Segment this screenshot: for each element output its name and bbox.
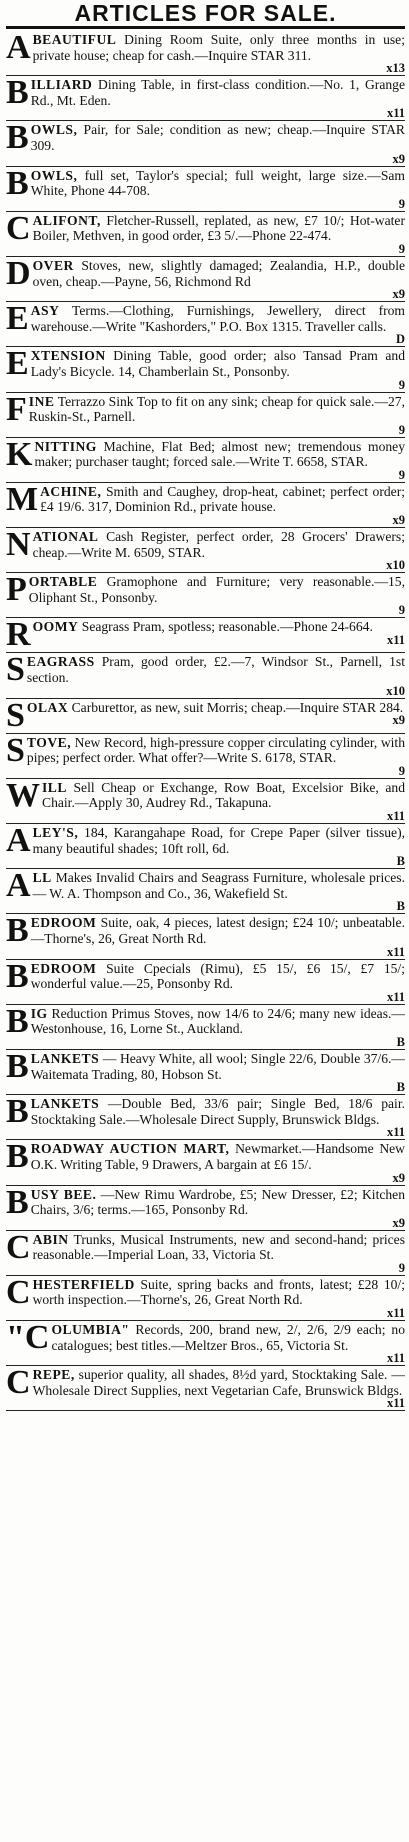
ad-text: Suite, oak, 4 pieces, latest design; £24 10/; unbeatable.—Thorne's, 26, Great North Rd. xyxy=(30,915,405,946)
ad-body xyxy=(6,1141,405,1183)
ad-body xyxy=(6,1277,405,1319)
ad-body xyxy=(6,1187,405,1229)
ad-body xyxy=(6,1096,405,1138)
section-title: ARTICLES FOR SALE. xyxy=(6,0,405,29)
ad-text: superior quality, all shades, 8½d yard, Stocktaking Sale. — Wholesale Direct Supplies, next Vegetarian Cafe, Brunswick Bldgs. xyxy=(32,1367,405,1398)
ad-initial: A xyxy=(6,824,31,859)
ad-lead-word: NITTING xyxy=(34,438,97,454)
ad-lead-word: INE xyxy=(28,393,55,409)
ad-lead-word: ATIONAL xyxy=(32,529,99,545)
ad-initial: R xyxy=(6,618,31,654)
ad-reference-code: 9 xyxy=(398,467,405,482)
ad-lead-word: EAGRASS xyxy=(26,654,95,670)
ad-text: Sell Cheap or Exchange, Row Boat, Excelsior Bike, and Chair.—Apply 30, Audrey Rd., Takapuna. xyxy=(42,779,405,811)
ad-body xyxy=(6,258,405,300)
ad-body xyxy=(6,303,405,345)
classified-ad xyxy=(6,31,405,76)
classified-ad xyxy=(6,76,405,121)
ad-reference-code: 9 xyxy=(398,377,405,392)
ad-lead-word: XTENSION xyxy=(30,348,106,364)
ad-text: Reduction Primus Stoves, now 14/6 to 24/6; many new ideas.—Westonhouse, 16, Lorne St., Auckland. xyxy=(30,1005,405,1037)
ad-reference-code: x11 xyxy=(386,1125,405,1140)
ad-reference-code: x11 xyxy=(386,633,405,648)
classified-ad xyxy=(6,1186,405,1231)
ad-body xyxy=(6,439,405,481)
ad-lead-word: ILL xyxy=(42,779,67,795)
ad-reference-code: x11 xyxy=(386,1396,405,1411)
ad-reference-code: x11 xyxy=(386,809,405,823)
ad-lead-word: EDROOM xyxy=(30,915,97,931)
ad-body xyxy=(6,780,405,822)
ad-body xyxy=(6,168,405,210)
ad-text: —Double Bed, 33/6 pair; Single Bed, 18/6 pair. Stocktaking Sale.—Wholesale Direct Supply, Brunswick Bldgs. xyxy=(30,1096,405,1127)
ad-text: Dining Table, good order; also Tansad Pram and Lady's Bicycle. 14, Chamberlain St., Ponsonby. xyxy=(30,348,405,379)
ad-reference-code: B xyxy=(396,899,405,914)
ad-lead-word: OVER xyxy=(32,257,74,273)
ad-text: Seagrass Pram, spotless; reasonable.—Phone 24-664. xyxy=(78,619,373,635)
ad-body xyxy=(6,825,405,867)
ad-reference-code: x9 xyxy=(392,287,405,302)
ad-initial: B xyxy=(6,959,29,995)
ad-initial: C xyxy=(6,211,31,247)
ad-reference-code: 9 xyxy=(398,196,405,211)
ad-reference-code: 9 xyxy=(398,1260,405,1275)
ad-text: Suite Cpecials (Rimu), £5 15/, £6 15/, £7 15/; wonderful value.—25, Ponsonby Rd. xyxy=(30,960,405,992)
ad-text: Newmarket.—Handsome New O.K. Writing Table, 9 Drawers, A bargain at £6 15/. xyxy=(30,1141,405,1172)
ad-text: Machine, Flat Bed; almost new; tremendous money maker; purchaser taught; forced sale.—Write T. 6658, STAR. xyxy=(34,438,405,470)
ad-text: Records, 200, brand new, 2/, 2/6, 2/9 each; no catalogues; best titles.—Meltzer Bros., 65, Victoria St. xyxy=(51,1322,405,1353)
classified-ad xyxy=(6,869,405,914)
classified-ad xyxy=(6,653,405,698)
ad-lead-word: ILLIARD xyxy=(30,77,93,93)
ad-lead-word: ROADWAY AUCTION MART, xyxy=(30,1141,230,1157)
ad-text: Pair, for Sale; condition as new; cheap.—Inquire STAR 309. xyxy=(30,122,405,153)
ad-text: Dining Table, in first-class condition.—No. 1, Grange Rd., Mt. Eden. xyxy=(30,77,405,108)
classified-ad xyxy=(6,528,405,573)
ad-text: Makes Invalid Chairs and Seagrass Furniture, wholesale prices. — W. A. Thompson and Co., 36, Wakefield St. xyxy=(32,870,405,901)
ad-initial: B xyxy=(6,1095,29,1131)
ad-text: Dining Room Suite, only three months in use; private house; cheap for cash.—Inquire STAR 311. xyxy=(32,32,405,63)
classified-ad xyxy=(6,1276,405,1321)
ad-text: Terrazzo Sink Top to fit on any sink; cheap for quick sale.—27, Ruskin-St., Parnell. xyxy=(28,393,405,425)
ad-reference-code: 9 xyxy=(398,763,405,778)
ad-text: Pram, good order, £2.—7, Windsor St., Parnell, 1st section. xyxy=(26,654,405,686)
ad-text: full set, Taylor's special; full weight, large size.—Sam White, Phone 44-708. xyxy=(30,167,405,199)
ad-initial: A xyxy=(6,31,31,66)
ad-initial: B xyxy=(6,76,29,112)
ad-reference-code: x9 xyxy=(392,1170,405,1185)
ad-lead-word: OWLS, xyxy=(30,167,78,183)
ad-body xyxy=(6,1232,405,1274)
ad-lead-word: OOMY xyxy=(32,619,79,635)
classified-ad xyxy=(6,167,405,212)
ad-reference-code: x9 xyxy=(392,713,405,728)
classified-ad xyxy=(6,1321,405,1366)
ad-lead-word: OLAX xyxy=(26,699,69,715)
ad-initial: D xyxy=(6,256,31,292)
ad-body xyxy=(6,122,405,164)
ad-initial: B xyxy=(6,1185,29,1221)
ad-body xyxy=(6,618,405,654)
ad-reference-code: x11 xyxy=(386,1351,405,1366)
ad-text: Fletcher-Russell, replated, as new, £7 10/; Hot-water Boiler, Methven, in good order, £3 5/.—Phone 22-474. xyxy=(32,212,405,244)
classified-ad xyxy=(6,573,405,618)
ad-body xyxy=(6,77,405,119)
classified-ad xyxy=(6,1095,405,1140)
ad-initial: P xyxy=(6,573,27,609)
ad-initial: S xyxy=(6,653,25,689)
ad-reference-code: x11 xyxy=(386,1306,405,1321)
classified-ad xyxy=(6,1140,405,1185)
ad-text: Cash Register, perfect order, 28 Grocers' Drawers; cheap.—Write M. 6509, STAR. xyxy=(32,529,405,560)
ad-initial: C xyxy=(6,1366,31,1402)
ad-body xyxy=(6,1367,405,1409)
ad-lead-word: OWLS, xyxy=(30,122,78,138)
ad-initial: A xyxy=(6,869,31,905)
ad-reference-code: x10 xyxy=(386,683,405,698)
ad-reference-code: B xyxy=(396,854,405,869)
ad-initial: E xyxy=(6,347,29,383)
classified-ad xyxy=(6,779,405,824)
ad-reference-code: D xyxy=(395,332,405,347)
ad-text: 184, Karangahape Road, for Crepe Paper (silver tissue), many beautiful shades; 10ft roll, 6d. xyxy=(32,825,405,856)
ad-lead-word: OLUMBIA" xyxy=(51,1322,130,1338)
ad-text: Gramophone and Furniture; very reasonable.—15, Oliphant St., Ponsonby. xyxy=(28,574,405,605)
ad-body xyxy=(6,213,405,255)
ad-reference-code: x9 xyxy=(392,151,405,166)
classified-ad xyxy=(6,1005,405,1050)
ad-lead-word: BEAUTIFUL xyxy=(32,32,117,47)
ad-body xyxy=(6,1006,405,1048)
ad-reference-code: x9 xyxy=(392,1215,405,1230)
ad-initial: S xyxy=(6,698,25,734)
ad-text: Carburettor, as new, suit Morris; cheap.—Inquire STAR 284. xyxy=(68,699,404,715)
classified-ad xyxy=(6,734,405,779)
classified-ad xyxy=(6,824,405,869)
ad-body xyxy=(6,484,405,526)
ad-lead-word: ALIFONT, xyxy=(32,212,101,228)
ad-body xyxy=(6,735,405,777)
ad-reference-code: 9 xyxy=(398,422,405,437)
ad-initial: B xyxy=(6,166,29,202)
ad-body xyxy=(6,654,405,696)
ad-lead-word: LEY'S, xyxy=(32,825,79,840)
ad-reference-code: x9 xyxy=(392,513,405,528)
ad-text: —New Rimu Wardrobe, £5; New Dresser, £2; Kitchen Chairs, 3/6; terms.—165, Ponsonby Rd. xyxy=(30,1186,405,1218)
ad-initial: W xyxy=(6,778,40,814)
classified-ad xyxy=(6,914,405,959)
ad-initial: B xyxy=(6,1140,29,1176)
ad-body xyxy=(6,870,405,912)
classified-ad xyxy=(6,302,405,347)
ad-lead-word: ORTABLE xyxy=(28,574,98,590)
ad-reference-code: 9 xyxy=(398,241,405,256)
ad-initial: F xyxy=(6,392,27,428)
classified-ad xyxy=(6,347,405,392)
classified-ad xyxy=(6,257,405,302)
ad-lead-word: TOVE, xyxy=(26,734,72,750)
ad-initial: B xyxy=(6,121,29,157)
ad-reference-code: B xyxy=(396,1034,405,1049)
classified-ad xyxy=(6,483,405,528)
ad-lead-word: HESTERFIELD xyxy=(32,1276,135,1292)
ad-body xyxy=(6,32,405,74)
ad-lead-word: LANKETS xyxy=(30,1096,100,1112)
ad-lead-word: EDROOM xyxy=(30,960,97,976)
ad-lead-word: ACHINE, xyxy=(40,483,102,499)
classified-ad xyxy=(6,393,405,438)
ad-reference-code: x13 xyxy=(386,61,405,76)
ad-initial: C xyxy=(6,1230,31,1266)
ad-reference-code: 9 xyxy=(398,603,405,618)
ad-body xyxy=(6,961,405,1003)
ad-text: — Heavy White, all wool; Single 22/6, Double 37/6.—Waitemata Trading, 80, Hobson St. xyxy=(30,1050,405,1082)
ad-initial: B xyxy=(6,914,29,950)
ad-initial: B xyxy=(6,1004,29,1040)
ad-body xyxy=(6,574,405,616)
ad-body xyxy=(6,1051,405,1093)
ad-initial: E xyxy=(6,302,29,338)
ad-reference-code: x10 xyxy=(386,558,405,573)
ad-reference-code: x11 xyxy=(386,106,405,121)
ad-text: Smith and Caughey, drop-heat, cabinet; perfect order; £4 19/6. 317, Dominion Rd., private house. xyxy=(40,483,405,515)
ad-body xyxy=(6,915,405,957)
classified-ad xyxy=(6,1231,405,1276)
ad-text: Terms.—Clothing, Furnishings, Jewellery, direct from warehouse.—Write "Kashorders," P.O. Box 1315. Traveller calls. xyxy=(30,303,405,334)
ad-text: Stoves, new, slightly damaged; Zealandia, H.P., double oven, cheap.—Payne, 56, Richmond Rd xyxy=(32,257,405,289)
ads-list xyxy=(6,31,405,1411)
ad-body xyxy=(6,348,405,390)
ad-initial: M xyxy=(6,482,39,518)
ad-lead-word: REPE, xyxy=(32,1367,75,1383)
ad-initial: N xyxy=(6,528,31,564)
ad-initial: "C xyxy=(6,1321,50,1357)
classified-ad xyxy=(6,618,405,653)
classified-ad xyxy=(6,212,405,257)
ad-lead-word: USY BEE. xyxy=(30,1186,97,1202)
ad-initial: K xyxy=(6,437,33,473)
ad-reference-code: x11 xyxy=(386,944,405,959)
ad-reference-code: x11 xyxy=(386,989,405,1004)
ad-text: Suite, spring backs and fronts, latest; £28 10/; worth inspection.—Thorne's, 26, Great North Rd. xyxy=(32,1276,405,1308)
ad-text: New Record, high-pressure copper circulating cylinder, with pipes; perfect order. What offer?—Write S. 6178, STAR. xyxy=(26,734,405,766)
ad-body xyxy=(6,698,405,734)
classified-ad xyxy=(6,1050,405,1095)
ad-lead-word: ASY xyxy=(30,303,60,319)
classified-ad xyxy=(6,121,405,166)
classified-ad xyxy=(6,438,405,483)
classified-ad xyxy=(6,1366,405,1411)
classified-ad xyxy=(6,960,405,1005)
ad-initial: S xyxy=(6,733,25,769)
ad-lead-word: ABIN xyxy=(32,1231,69,1247)
ad-initial: C xyxy=(6,1275,31,1311)
ad-body xyxy=(6,394,405,436)
ad-body xyxy=(6,1322,405,1364)
ad-initial: B xyxy=(6,1049,29,1085)
ad-body xyxy=(6,529,405,571)
ad-text: Trunks, Musical Instruments, new and second-hand; prices reasonable.—Imperial Loan, 33, Victoria St. xyxy=(32,1231,405,1263)
ad-lead-word: LL xyxy=(32,870,52,886)
ad-lead-word: IG xyxy=(30,1005,48,1021)
ad-lead-word: LANKETS xyxy=(30,1050,100,1066)
ad-reference-code: B xyxy=(396,1080,405,1095)
classified-ad xyxy=(6,699,405,734)
